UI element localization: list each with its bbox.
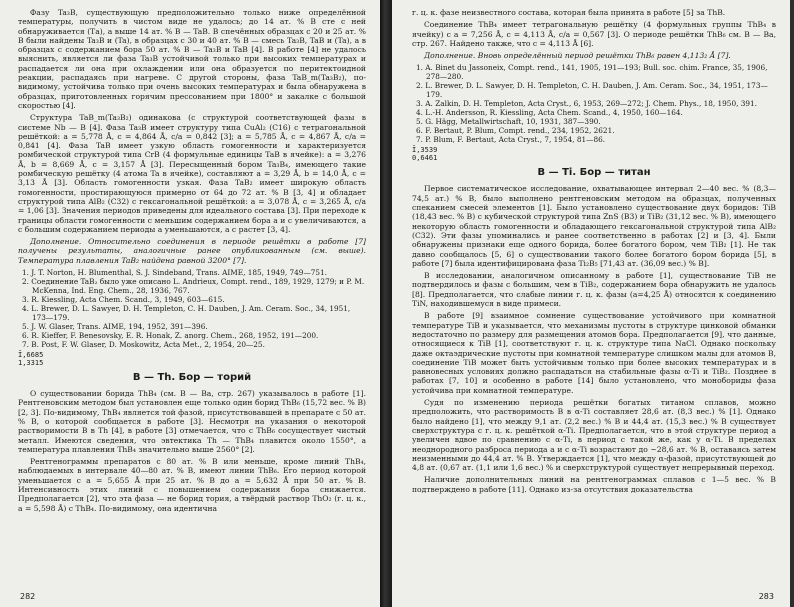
log-code: Ī,3539 [412,146,438,155]
reference-item: 7. B. Post, F. W. Glaser, D. Moskowitz, Acta Met., 2, 1954, 20—25. [22,340,265,350]
reference-item: 4. L. Brewer, D. L. Sawyer, D. H. Templeton, C. H. Dauben, J. Am. Ceram. Soc., 34, 1951, 173—179. [22,304,351,323]
paragraph-thorium-boride: О существовании борида ThB₄ (см. B — Ba, стр. 267) указывалось в работе [1]. Рентгеновским методом был установлен еще только один борид ThB₆ (15,72 вес. % В) [2, 3]. По-видимому, ThB₄ является той фазой, присутствовавшей в препарате с 50 ат. % В, о которой сообщается в работе [3]. Несмотря на указания о некоторой растворимости B в Th [4], в работе [3] отмечается, что с ThB₆ сосуществует чистый металл. Имеются сведения, что эвтектика Th — ThB₄ плавится около 1550°, а температура плавления ThB₄ значительно выше 2560° [2]. [18,389,366,454]
left-page [0,0,380,607]
paragraph-continuation: г. ц. к. фазе неизвестного состава, которая была принята в работе [5] за ThB. [412,8,726,17]
paragraph-structure: Структура TaB_m(Ta₃B₂) одинакова (с структурой соответствующей фазы в системе Nb — B [4]. Фаза Ta₃B имеет структуру типа CuAl₂ (C16) с тетрагональной решёткой: a = 5,778 Å, c = 4,864 Å, c/a = 0,842 [3]; a = 5,785 Å, c = 4,867 Å, c/a = 0,841 [4]. Фаза TaB имеет узкую область гомогенности и характеризуется ромбической структурой типа CrB (4 формульные единицы TaB в ячейке): a = 3,276 Å, b = 8,669 Å, c = 3,157 Å [3]. Пересыщенный бором Ta₃B₄, имеющего такие ромбическую решётку (4 атома Ta в ячейке), составляют a = 3,29 Å, b = 14,0 Å, c = 3,13 Å [3]. Область гомогенности узкая. Фаза TaB₂ имеет широкую область гомогенности, простирающуюся примерно от 64 до 72 ат. % В [3, 4] и обладает структурой типа AlB₂ (C32) с гексагональной решёткой: a = 3,078 Å, c = 3,265 Å, c/a = 1,06 [3]. Значения периодов приведены для идеального состава [3]. При переходе к границы области гомогенности с меньшим содержанием бора a и с увеличиваются, а с большим содержанием периоды a уменьшаются, а с растет [3, 4]. [18,113,366,234]
reference-item: 3. A. Zalkin, D. H. Templeton, Acta Cryst., 6, 1953, 269—272; J. Chem. Phys., 18, 1950, 391. [416,99,757,109]
reference-list-th [412,63,776,144]
reference-item: 5. J. W. Glaser, Trans. AIME, 194, 1952, 391—396. [22,322,208,332]
reference-list-ta [18,268,366,349]
paragraph-solubility: Судя по изменению периода решётки богатых титаном сплавов, можно предположить, что растворимость В в α-Ti составляет 28,6 ат. (8,3 вес.) % [1]. Однако было найдено [1], что между 9,1 ат. (2,2 вес.) % В и 44,4 ат. (15,3 вес.) % В существует сверхструктура с г. ц. к. решёткой α-Ti. Предполагается, что в этой структуре период a увеличен вдвое по сравнению с α-Ti, в период с такой же, как у α-Ti. В пределах неоднородного разброса периода a и c α-Ti возрастают до ~28,6 ат. % В, оставаясь затем неизменными до 44,4 ат. % В. Утверждается [1], что между α-фазой, присутствующей до 4,8 ат. (0,67 ат. (1,1 или 1,6 вес.) % и сверхструктурой существует непрерывный переход. [412,398,776,473]
reference-item: 4. L.-H. Andersson, R. Kiessling, Acta Chem. Scand., 4, 1950, 160—164. [416,108,683,118]
paragraph-thb4: Соединение ThB₄ имеет тетрагональную решётку (4 формульных группы ThB₄ в ячейку) с a = 7,256 Å, c = 4,113 Å, c/a = 0,567 [3]. О периоде решётки ThB₆ см. B — Ba, стр. 267. Найдено также, что c = 4,113 Å [6]. [412,20,776,48]
paragraph-addendum: Дополнение. Относительно соединения в периоде решётки в работе [7] получены результаты, аналогичные ранее опубликованным (см. выше). Температура плавления TaB₂ найдена равной 3200° [7]. [18,237,366,265]
log-codes [18,351,366,367]
reference-item: 2. Соединение TaB₂ было уже описано L. Andrieux, Compt. rend., 189, 1929, 1279; и P. M. McKenna, Ind. Eng. Chem., 28, 1936, 767. [22,277,365,296]
log-codes [412,146,776,162]
section-title-b-ti: B — Ti. Бор — титан [537,167,651,179]
page-number: 282 [20,592,36,601]
log-code: 1,3315 [18,359,44,368]
reference-item: 7. P. Blum, F. Bertaut, Acta Cryst., 7, 1954, 81—86. [416,135,606,145]
reference-item: 1. J. T. Norton, H. Blumenthal, S. J. Sindeband, Trans. AIME, 185, 1949, 749—751. [22,268,327,278]
paragraph-extra-lines: Наличие дополнительных линий на рентгенограммах сплавов с 1—5 вес. % В подтверждено в работе [11]. Однако из-за отсутствия доказательства [412,475,776,494]
book-gutter [380,0,392,607]
right-page [392,0,790,607]
page-number: 283 [758,592,774,601]
section-title-b-th: B — Th. Бор — торий [132,372,252,384]
paragraph-doubt: В работе [9] взаимное сомнение существование устойчивого при комнатной температуре TiB и указывается, что механизмы пустоты в структуре цинковой обманки недостаточно по размеру для размещения атомов бора. Предполагается [9], что данные, относящиеся к TiB [1], соответствуют г. ц. к. структуре типа NaCl. Однако поскольку даже октаэдрические пустоты при комнатной температуре слишком малы для атомов В, соединение TiB может быть устойчивым только при более высоких температурах и в равновесных условиях должно распадаться на стабильные фазы α-Ti и TiB₂. Позднее в работах [7, 10] и особенно в работе [14] было установлено, что монобориды фаза устойчива при комнатной температуре. [412,311,776,395]
reference-item: 3. R. Kiessling, Acta Chem. Scand., 3, 1949, 603—615. [22,295,225,305]
paragraph-ta3b: Фазу Ta₃B, существующую предположительно только ниже определённой температуры, получить в чистом виде не удалось; до 14 ат. % В сте с ней обнаруживается (Та), а выше 14 ат. % В — TaB. В спечённых образцах с 20 и 25 ат. % В были найдены Ta₃B и (Ta), в образцах с 30 и 40 ат. % В — смесь Ta₃B, TaB и (Ta), а в образцах с содержанием бора 50 ат. % В — Ta₃B и TaB [4]. В работе [4] не удалось выяснить, является ли фаза Ta₃B устойчивой только при высоких температурах и распадается ли она при охлаждении или она образуется по перитектоидной реакции, распадаясь при нагреве. С другой стороны, фаза TaB_m(Ta₃B₂), по-видимому, устойчива только при очень высоких температурах и была обнаружена в образцах, приготовленных горячим прессованием при 1800° и закалке с большой скоростью [4]. [18,8,366,110]
reference-item: 1. A. Binet du Jassoneix, Compt. rend., 141, 1905, 191—193; Bull. soc. chim. France, 35, 1906, 278—280. [416,63,768,82]
reference-item: 5. G. Hägg, Metallwirtschaft, 10, 1931, 387—390. [416,117,601,127]
reference-item: 6. R. Kieffer, F. Benesovsky, E. R. Honak, Z. anorg. Chem., 268, 1952, 191—200. [22,331,319,341]
paragraph-first-study: Первое систематическое исследование, охватывающее интервал 2—40 вес. % (8,3—74,5 ат.) % В, было выполнено рентгеновским методом на образцах, полученных спеканием смесей элементов [1]. Было установлено существование двух боридов: TiB (18,43 вес. % В) с кубической структурой типа ZnS (B3) и TiB₂ (31,12 вес. % В), имеющего некоторую область гомогенности и обладающего гексагональной структурой типа AlB₂ (C32). Эти фазы упоминались и ранее соответственно в работах [2] и [3, 4]. Были обнаружены признаки еще одного борида, более богатого бором, чем TiB₂ [1]. Не так давно сообщалось [5, 6] о существовании такого более богатого бором борида [5], в работе [7] была идентифицирована фаза Ti₂B₅ [71,43 ат. (36,09 вес.) % В]. [412,184,776,268]
paragraph-addendum: Дополнение. Вновь определённый период решётки ThB₆ равен 4,113₂ Å [7]. [424,51,731,61]
reference-item: 2. L. Brewer, D. L. Sawyer, D. H. Templeton, C. H. Dauben, J. Am. Ceram. Soc., 34, 1951, 173—179. [416,81,768,100]
paragraph-xray: Рентгенограммы препаратов с 80 ат. % В или меньше, кроме линий ThB₄, наблюдаемых в интервале 40—80 ат. % В, имеют линии ThB₆. Его период которой уменьшается с a = 5,655 Å при 25 ат. % В до a = 5,632 Å при 50 ат. % В. Интенсивность этих линий с повышением содержания бора снижается. Предполагается [2], что эта фаза — не борид тория, а твёрдый раствор ThO₂ (г. ц. к., a = 5,598 Å) с ThB₄. По-видимому, она идентична [18,457,366,513]
reference-item: 6. F. Bertaut, P. Blum, Compt. rend., 234, 1952, 2621. [416,126,615,136]
paragraph-similar-study: В исследовании, аналогичном описанному в работе [1], существование TiB не подтвердилось и фазы с большим, чем в TiB₂, содержанием бора обнаружить не удалось [8]. Предполагается, что слабые линии г. ц. к. фазы (a=4,25 Å) относятся к соединению TiN, находившемуся в виде примеси. [412,271,776,309]
log-code: Ī,6685 [18,351,44,360]
log-code: 0,6461 [412,154,438,163]
